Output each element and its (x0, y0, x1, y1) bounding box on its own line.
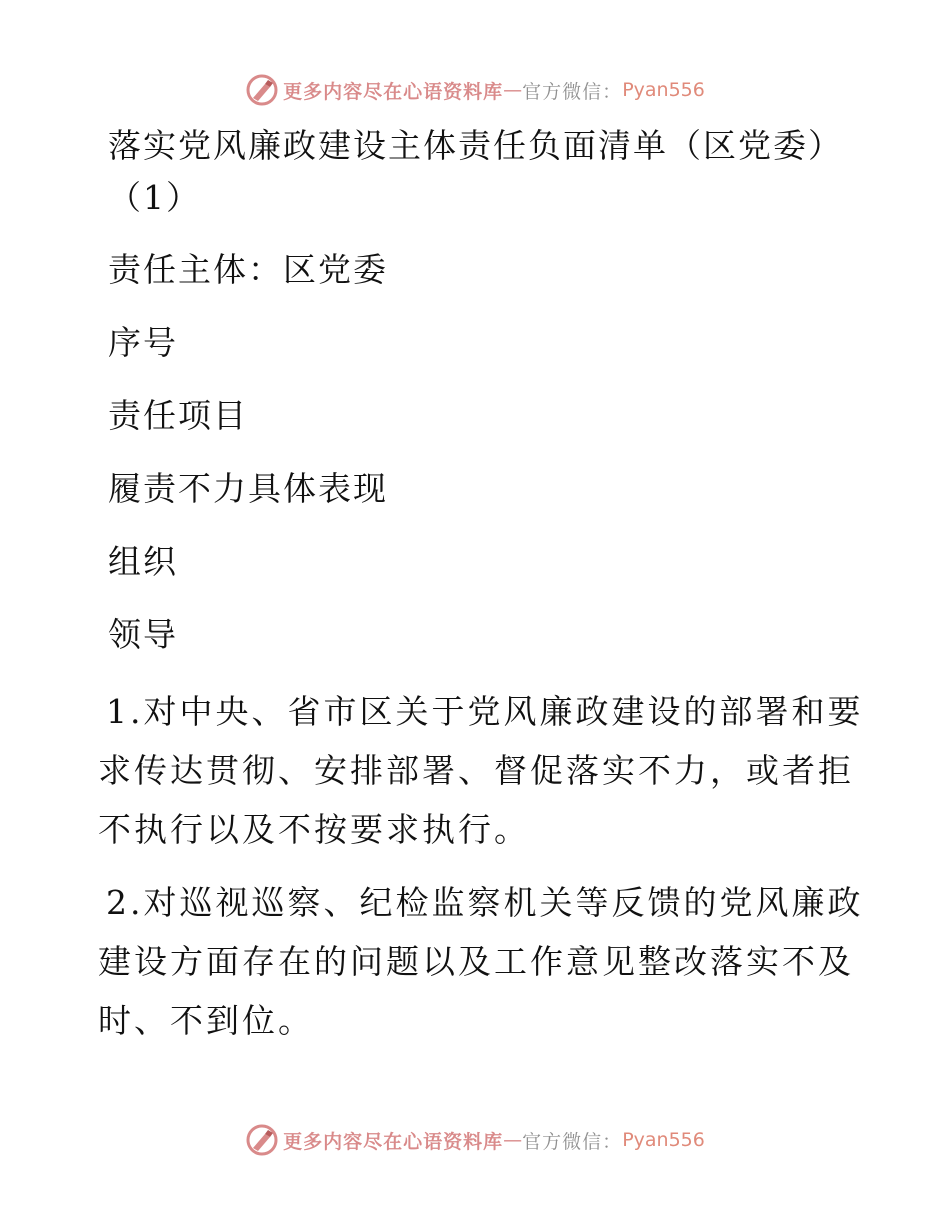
watermark-label: 官方微信： (522, 80, 623, 103)
document-body (98, 120, 878, 1064)
footer-watermark (0, 1120, 950, 1160)
field-organization: 组织 (108, 542, 178, 581)
field-failure-description: 履责不力具体表现 (108, 469, 388, 508)
watermark-dash: — (503, 79, 523, 101)
pen-logo-icon (245, 73, 279, 107)
watermark-main-text: 更多内容尽在心语资料库 (283, 1130, 504, 1153)
field-responsibility-item: 责任项目 (108, 396, 248, 435)
watermark-label: 官方微信： (522, 1130, 623, 1153)
responsibility-subject: 责任主体：区党委 (108, 250, 388, 289)
watermark-id: Pyan556 (622, 79, 705, 101)
watermark-id: Pyan556 (622, 1129, 705, 1151)
paragraph-item-1: 1.对中央、省市区关于党风廉政建设的部署和要求传达贯彻、安排部署、督促落实不力，或者拒不执行以及不按要求执行。 (98, 692, 864, 849)
paragraph-item-2: 2.对巡视巡察、纪检监察机关等反馈的党风廉政建设方面存在的问题以及工作意见整改落实不及时、不到位。 (98, 883, 864, 1040)
field-serial-number: 序号 (108, 323, 178, 362)
field-leadership: 领导 (108, 615, 178, 654)
watermark-dash: — (503, 1129, 523, 1151)
header-watermark (0, 70, 950, 110)
document-title: 落实党风廉政建设主体责任负面清单（区党委）（1） (108, 126, 843, 217)
watermark-main-text: 更多内容尽在心语资料库 (283, 80, 504, 103)
pen-logo-icon (245, 1123, 279, 1157)
